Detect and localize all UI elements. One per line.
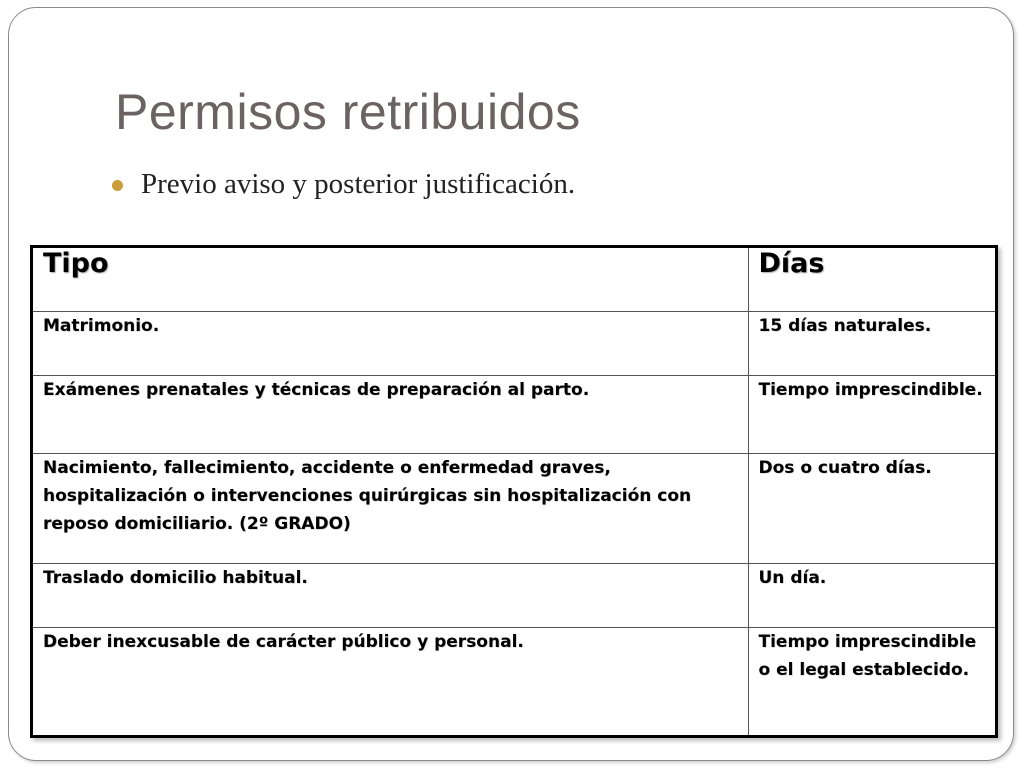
bullet-dot-icon [112,180,123,191]
cell-dias: Un día. [748,563,995,627]
bullet-text: Previo aviso y posterior justificación. [141,168,576,200]
table-row [33,563,995,627]
permisos-table [33,248,995,735]
header-tipo: Tipo [33,248,748,311]
cell-dias: Tiempo imprescindible o el legal establecido. [748,627,995,735]
cell-tipo: Matrimonio. [33,311,748,375]
cell-tipo: Deber inexcusable de carácter público y personal. [33,627,748,735]
cell-tipo: Exámenes prenatales y técnicas de preparación al parto. [33,375,748,453]
bullet-item [112,168,575,201]
page-title: Permisos retribuidos [115,84,581,140]
header-dias: Días [748,248,995,311]
table-header-row [33,248,995,311]
table-row [33,627,995,735]
permisos-table-container [30,245,998,738]
table-row [33,375,995,453]
table-row [33,311,995,375]
cell-dias: 15 días naturales. [748,311,995,375]
cell-dias: Tiempo imprescindible. [748,375,995,453]
cell-dias: Dos o cuatro días. [748,453,995,563]
cell-tipo: Nacimiento, fallecimiento, accidente o enfermedad graves, hospitalización o intervenciones quirúrgicas sin hospitalización con reposo domiciliario. (2º GRADO) [33,453,748,563]
table-row [33,453,995,563]
cell-tipo: Traslado domicilio habitual. [33,563,748,627]
